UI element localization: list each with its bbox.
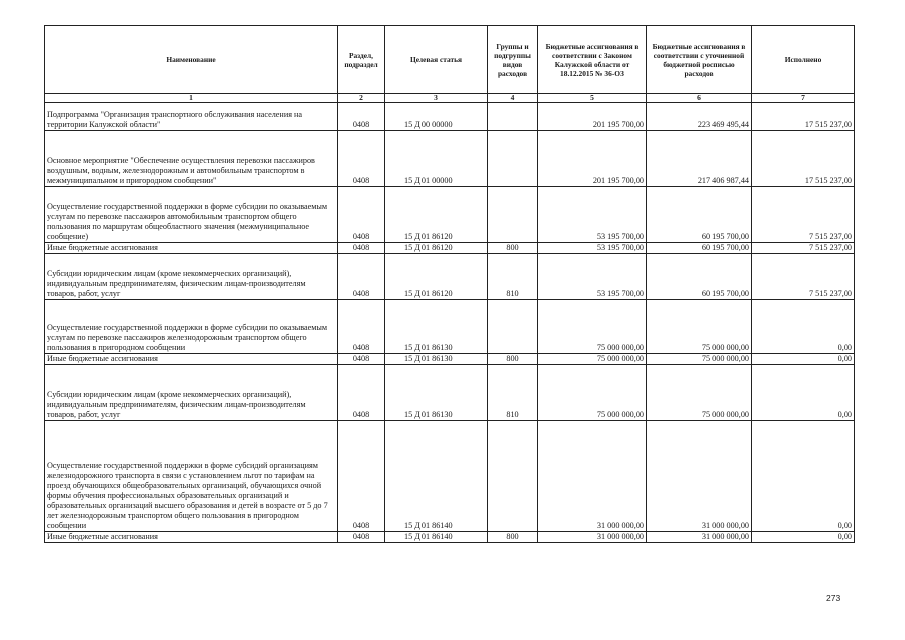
header-revised: Бюджетные ассигнования в соответствии с уточненной бюджетной росписью расходов <box>647 26 752 94</box>
row-target: 15 Д 01 86120 <box>404 232 453 241</box>
row-section: 0408 <box>338 187 385 243</box>
row-revised-amount: 75 000 000,00 <box>647 300 752 354</box>
row-section: 0408 <box>338 243 385 254</box>
row-target: 15 Д 01 86140 <box>404 532 453 541</box>
table-row <box>45 254 855 300</box>
row-executed-amount: 0,00 <box>752 365 855 421</box>
row-target-cell <box>385 354 488 365</box>
row-section: 0408 <box>338 532 385 543</box>
column-number: 5 <box>538 94 647 103</box>
row-executed-amount: 7 515 237,00 <box>752 254 855 300</box>
row-section: 0408 <box>338 354 385 365</box>
row-name: Субсидии юридическим лицам (кроме некоммерческих организаций), индивидуальным предпринимателям, физическим лицам-производителям товаров, работ, услуг <box>45 254 338 300</box>
row-name: Субсидии юридическим лицам (кроме некоммерческих организаций), индивидуальным предпринимателям, физическим лицам-производителям товаров, работ, услуг <box>45 365 338 421</box>
row-target-cell <box>385 187 488 243</box>
row-section: 0408 <box>338 254 385 300</box>
table-row <box>45 187 855 243</box>
row-section: 0408 <box>338 131 385 187</box>
table-row <box>45 354 855 365</box>
row-section: 0408 <box>338 103 385 131</box>
row-name: Иные бюджетные ассигнования <box>45 354 338 365</box>
header-groups: Группы и подгруппы видов расходов <box>488 26 538 94</box>
row-revised-amount: 75 000 000,00 <box>647 354 752 365</box>
row-target: 15 Д 01 86120 <box>404 289 453 298</box>
header-law: Бюджетные ассигнования в соответствии с Законом Калужской области от 18.12.2015 № 36-ОЗ <box>538 26 647 94</box>
row-law-amount: 75 000 000,00 <box>538 300 647 354</box>
header-executed: Исполнено <box>752 26 855 94</box>
row-group <box>488 103 538 131</box>
row-name: Иные бюджетные ассигнования <box>45 532 338 543</box>
table-row <box>45 365 855 421</box>
row-law-amount: 53 195 700,00 <box>538 187 647 243</box>
row-section: 0408 <box>338 365 385 421</box>
row-target-cell <box>385 300 488 354</box>
row-name: Осуществление государственной поддержки в форме субсидии по оказываемым услугам по перевозке пассажиров автомобильным транспортом общего пользования по маршрутам общеобластного значения (межмуниципальное сообщение) <box>45 187 338 243</box>
row-revised-amount: 217 406 987,44 <box>647 131 752 187</box>
column-number: 1 <box>45 94 338 103</box>
row-name: Осуществление государственной поддержки в форме субсидии по оказываемым услугам по перевозке пассажиров железнодорожным транспортом общего пользования в пригородном сообщении <box>45 300 338 354</box>
row-law-amount: 53 195 700,00 <box>538 254 647 300</box>
row-target: 15 Д 01 86130 <box>404 343 453 352</box>
table-row <box>45 421 855 532</box>
row-target: 15 Д 01 86120 <box>404 243 453 252</box>
row-target: 15 Д 00 00000 <box>404 120 453 129</box>
row-executed-amount: 7 515 237,00 <box>752 243 855 254</box>
row-group <box>488 421 538 532</box>
row-executed-amount: 17 515 237,00 <box>752 131 855 187</box>
row-revised-amount: 31 000 000,00 <box>647 421 752 532</box>
row-group: 810 <box>488 254 538 300</box>
header-target: Целевая статья <box>385 26 488 94</box>
column-number: 7 <box>752 94 855 103</box>
row-law-amount: 53 195 700,00 <box>538 243 647 254</box>
row-law-amount: 201 195 700,00 <box>538 131 647 187</box>
row-name: Подпрограмма "Организация транспортного обслуживания населения на территории Калужской области" <box>45 103 338 131</box>
table-row <box>45 300 855 354</box>
row-executed-amount: 17 515 237,00 <box>752 103 855 131</box>
row-target-cell <box>385 243 488 254</box>
budget-table <box>44 25 855 543</box>
row-target-cell <box>385 532 488 543</box>
row-executed-amount: 0,00 <box>752 421 855 532</box>
row-name: Основное мероприятие "Обеспечение осуществления перевозки пассажиров воздушным, водным, железнодорожным и автомобильным транспортом в межмуниципальном и пригородном сообщении" <box>45 131 338 187</box>
row-revised-amount: 223 469 495,44 <box>647 103 752 131</box>
row-executed-amount: 7 515 237,00 <box>752 187 855 243</box>
row-revised-amount: 31 000 000,00 <box>647 532 752 543</box>
row-revised-amount: 60 195 700,00 <box>647 187 752 243</box>
column-number: 2 <box>338 94 385 103</box>
row-executed-amount: 0,00 <box>752 300 855 354</box>
row-target-cell <box>385 103 488 131</box>
row-name: Осуществление государственной поддержки в форме субсидий организациям железнодорожного транспорта в связи с установлением льгот по тарифам на проезд обучающихся общеобразовательных организаций, обучающихся очной формы обучения профессиональных образовательных организаций и образовательных организаций высшего образования и детей в возрасте от 5 до 7 лет железнодорожным транспортом общего пользования в пригородном сообщении <box>45 421 338 532</box>
header-section: Раздел, подраздел <box>338 26 385 94</box>
row-revised-amount: 75 000 000,00 <box>647 365 752 421</box>
row-target-cell <box>385 131 488 187</box>
row-group <box>488 300 538 354</box>
row-target-cell <box>385 254 488 300</box>
row-group: 800 <box>488 354 538 365</box>
row-revised-amount: 60 195 700,00 <box>647 243 752 254</box>
row-revised-amount: 60 195 700,00 <box>647 254 752 300</box>
row-group: 810 <box>488 365 538 421</box>
row-law-amount: 75 000 000,00 <box>538 365 647 421</box>
column-number: 3 <box>385 94 488 103</box>
header-name: Наименование <box>45 26 338 94</box>
row-group: 800 <box>488 243 538 254</box>
column-number: 4 <box>488 94 538 103</box>
row-target: 15 Д 01 86130 <box>404 354 453 363</box>
table-row <box>45 103 855 131</box>
row-law-amount: 201 195 700,00 <box>538 103 647 131</box>
row-section: 0408 <box>338 300 385 354</box>
row-name: Иные бюджетные ассигнования <box>45 243 338 254</box>
row-target: 15 Д 01 86130 <box>404 410 453 419</box>
row-executed-amount: 0,00 <box>752 532 855 543</box>
row-group <box>488 131 538 187</box>
row-law-amount: 31 000 000,00 <box>538 532 647 543</box>
row-section: 0408 <box>338 421 385 532</box>
table-row <box>45 532 855 543</box>
column-number-row <box>45 94 855 103</box>
header-row <box>45 26 855 94</box>
row-target-cell <box>385 421 488 532</box>
row-group: 800 <box>488 532 538 543</box>
column-number: 6 <box>647 94 752 103</box>
row-target: 15 Д 01 00000 <box>404 176 453 185</box>
table-row <box>45 243 855 254</box>
page-number: 273 <box>826 593 841 603</box>
row-executed-amount: 0,00 <box>752 354 855 365</box>
row-target: 15 Д 01 86140 <box>404 521 453 530</box>
table-row <box>45 131 855 187</box>
row-law-amount: 31 000 000,00 <box>538 421 647 532</box>
row-law-amount: 75 000 000,00 <box>538 354 647 365</box>
table-body <box>45 94 855 543</box>
row-target-cell <box>385 365 488 421</box>
row-group <box>488 187 538 243</box>
